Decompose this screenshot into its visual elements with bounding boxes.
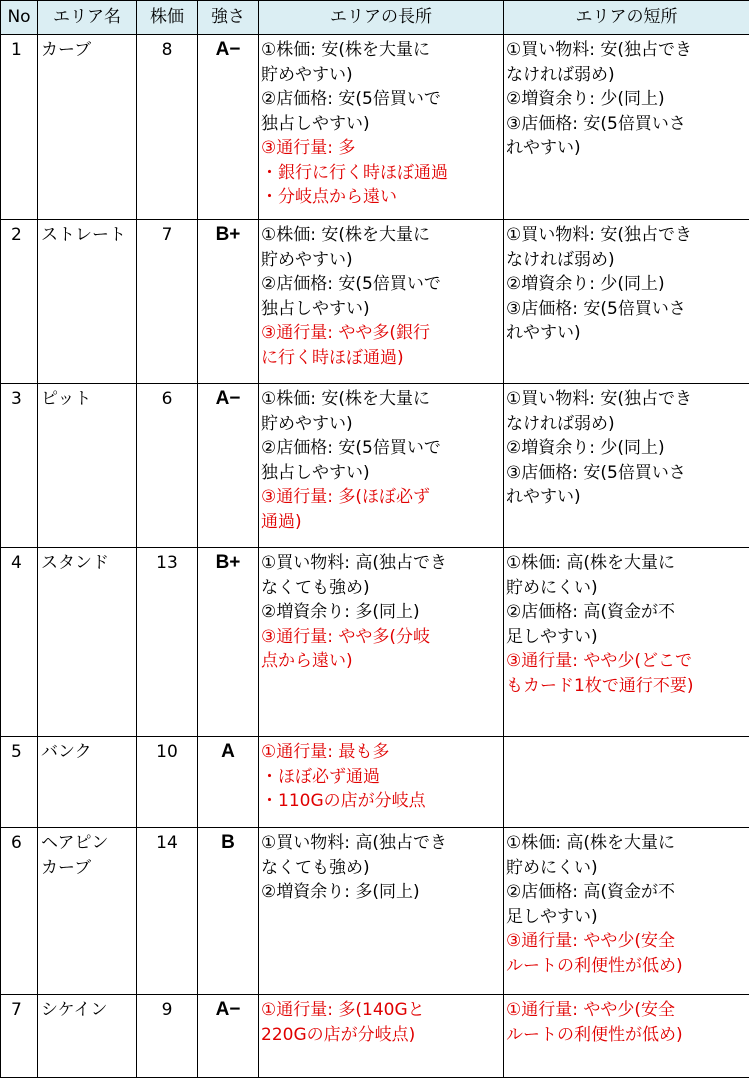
table-row (1, 35, 749, 220)
row-number: 3 (1, 384, 38, 548)
strength-line: 貯めやすい) (261, 249, 353, 270)
area-weaknesses (504, 737, 749, 828)
area-strengths (259, 737, 504, 828)
strength-line: ③通行量: 多(ほぼ必ず (261, 487, 431, 507)
table-row (1, 220, 749, 384)
weakness-line: ③店価格: 安(5倍買いさ (506, 298, 686, 319)
weakness-line: 足しやすい) (506, 906, 598, 927)
strength-line: なくても強め) (261, 577, 370, 598)
strength-grade: B+ (198, 220, 259, 384)
row-number: 2 (1, 220, 38, 384)
weakness-line: ①株価: 高(株を大量に (506, 833, 676, 853)
table-row (1, 737, 749, 828)
strength-line: ③通行量: やや多(銀行 (261, 323, 431, 343)
weakness-line: ②店価格: 高(資金が不 (506, 602, 676, 622)
area-name (38, 995, 137, 1078)
area-weaknesses (504, 384, 749, 548)
strength-line: ・110Gの店が分岐点 (261, 791, 426, 811)
strength-line: ③通行量: やや多(分岐 (261, 626, 431, 647)
strength-line: ②店価格: 安(5倍買いで (261, 89, 441, 109)
area-strengths (259, 384, 504, 548)
table-row (1, 384, 749, 548)
row-number: 6 (1, 828, 38, 995)
strength-line: 通過) (261, 511, 302, 532)
header-pros: エリアの長所 (259, 1, 504, 35)
strength-line: なくても強め) (261, 857, 370, 878)
strength-line: ②増資余り: 多(同上) (261, 602, 420, 622)
stock-price: 8 (137, 35, 198, 220)
weakness-line: ③店価格: 安(5倍買いさ (506, 113, 686, 134)
table-row (1, 548, 749, 737)
strength-grade: A− (198, 995, 259, 1078)
weakness-line: ①買い物料: 安(独占でき (506, 389, 693, 409)
weakness-line: ②増資余り: 少(同上) (506, 438, 665, 458)
strength-line: ②店価格: 安(5倍買いで (261, 438, 441, 458)
weakness-line: れやすい) (506, 138, 581, 158)
strength-line: ・分岐点から遠い (261, 187, 397, 207)
strength-line: 独占しやすい) (261, 298, 370, 319)
area-name-line: ヘアピン (41, 833, 109, 853)
weakness-line: ①買い物料: 安(独占でき (506, 225, 693, 245)
area-weaknesses (504, 548, 749, 737)
row-number: 1 (1, 35, 38, 220)
strength-line: ②店価格: 安(5倍買いで (261, 274, 441, 294)
strength-line: に行く時ほぼ通過) (261, 347, 404, 368)
weakness-line: ③通行量: やや少(安全 (506, 931, 676, 951)
strength-line: ①通行量: 多(140Gと (261, 1000, 425, 1020)
strength-line: ・ほぼ必ず通過 (261, 766, 380, 787)
area-name-line: カーブ (41, 857, 92, 878)
area-name-line: シケイン (41, 1000, 108, 1020)
stock-price: 6 (137, 384, 198, 548)
table-row (1, 995, 749, 1078)
weakness-line: ③通行量: やや少(どこで (506, 651, 693, 671)
strength-line: ①株価: 安(株を大量に (261, 389, 431, 409)
area-weaknesses (504, 220, 749, 384)
weakness-line: ②店価格: 高(資金が不 (506, 882, 676, 902)
weakness-line: なければ弱め) (506, 64, 615, 85)
area-strengths (259, 548, 504, 737)
area-strengths (259, 220, 504, 384)
area-strengths (259, 995, 504, 1078)
header-cons: エリアの短所 (504, 1, 749, 35)
strength-line: ①買い物料: 高(独占でき (261, 553, 448, 573)
weakness-line: ②増資余り: 少(同上) (506, 89, 665, 109)
weakness-line: れやすい) (506, 487, 581, 507)
row-number: 4 (1, 548, 38, 737)
header-row (1, 1, 749, 35)
table-row (1, 828, 749, 995)
strength-line: 独占しやすい) (261, 462, 370, 483)
strength-grade: A− (198, 35, 259, 220)
area-weaknesses (504, 35, 749, 220)
area-name (38, 220, 137, 384)
stock-price: 13 (137, 548, 198, 737)
area-name (38, 35, 137, 220)
stock-price: 7 (137, 220, 198, 384)
header-no: No (1, 1, 38, 35)
strength-line: ①株価: 安(株を大量に (261, 225, 431, 245)
area-strengths (259, 35, 504, 220)
strength-line: 220Gの店が分岐点) (261, 1024, 416, 1045)
weakness-line: なければ弱め) (506, 413, 615, 434)
area-name-line: ストレート (41, 225, 126, 245)
weakness-line: ルートの利便性が低め) (506, 1024, 683, 1045)
weakness-line: ①株価: 高(株を大量に (506, 553, 676, 573)
area-name-line: ピット (41, 389, 92, 409)
header-area: エリア名 (38, 1, 137, 35)
weakness-line: れやすい) (506, 323, 581, 343)
strength-grade: A− (198, 384, 259, 548)
strength-line: 貯めやすい) (261, 64, 353, 85)
strength-line: ①買い物料: 高(独占でき (261, 833, 448, 853)
strength-line: ③通行量: 多 (261, 138, 356, 158)
table-body (1, 35, 749, 1078)
area-name (38, 548, 137, 737)
area-name (38, 384, 137, 548)
area-name-line: カーブ (41, 40, 92, 60)
strength-line: ②増資余り: 多(同上) (261, 882, 420, 902)
area-name (38, 737, 137, 828)
strength-line: ①通行量: 最も多 (261, 742, 390, 762)
weakness-line: ②増資余り: 少(同上) (506, 274, 665, 294)
row-number: 7 (1, 995, 38, 1078)
strength-grade: B (198, 828, 259, 995)
weakness-line: ①買い物料: 安(独占でき (506, 40, 693, 60)
weakness-line: ①通行量: やや少(安全 (506, 1000, 676, 1020)
weakness-line: 貯めにくい) (506, 857, 598, 878)
strength-line: 独占しやすい) (261, 113, 370, 134)
weakness-line: ルートの利便性が低め) (506, 955, 683, 976)
strength-line: 貯めやすい) (261, 413, 353, 434)
strength-grade: B+ (198, 548, 259, 737)
strength-grade: A (198, 737, 259, 828)
weakness-line: なければ弱め) (506, 249, 615, 270)
stock-price: 9 (137, 995, 198, 1078)
area-strengths (259, 828, 504, 995)
strength-line: ・銀行に行く時ほぼ通過 (261, 162, 448, 183)
weakness-line: 足しやすい) (506, 626, 598, 647)
area-weaknesses (504, 995, 749, 1078)
area-weaknesses (504, 828, 749, 995)
weakness-line: 貯めにくい) (506, 577, 598, 598)
header-price: 株価 (137, 1, 198, 35)
header-grade: 強さ (198, 1, 259, 35)
row-number: 5 (1, 737, 38, 828)
area-name-line: バンク (41, 742, 92, 762)
stock-price: 14 (137, 828, 198, 995)
area-name (38, 828, 137, 995)
weakness-line: ③店価格: 安(5倍買いさ (506, 462, 686, 483)
area-name-line: スタンド (41, 553, 109, 573)
stock-price: 10 (137, 737, 198, 828)
weakness-line: もカード1枚で通行不要) (506, 675, 694, 696)
strength-line: 点から遠い) (261, 651, 353, 671)
strength-line: ①株価: 安(株を大量に (261, 40, 431, 60)
